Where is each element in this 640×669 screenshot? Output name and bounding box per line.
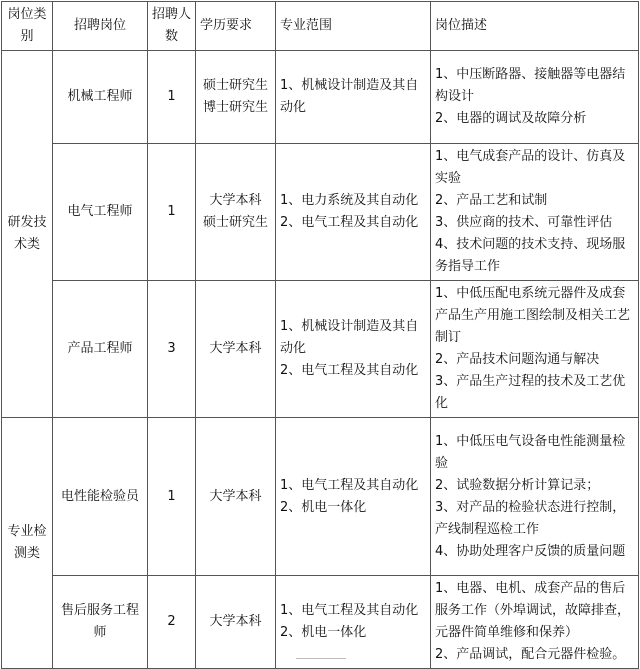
education-cell [196,418,276,576]
table-row [2,281,639,418]
education-line: 大学本科 [209,193,262,208]
education-cell [196,51,276,144]
table-row [2,418,639,576]
description-line: 1、电器、电机、成套产品的售后服务工作（外埠调试，故障排查，元器件简单维修和保养） [435,581,631,640]
major-line: 1、电力系统及其自动化 [280,193,419,208]
description-cell [431,418,639,576]
count-cell: 1 [148,418,196,576]
header-row [2,2,639,51]
description-line: 2、试验数据分析计算记录； [435,477,600,493]
position-cell: 电性能检验员 [53,418,148,576]
category-cell: 专业检测类 [2,418,53,669]
table-row [2,51,639,144]
major-line: 2、电气工程及其自动化 [280,215,419,230]
description-line: 4、协助处理客户反馈的质量问题 [435,543,626,559]
education-line: 硕士研究生 [202,78,268,93]
major-cell [276,576,431,669]
position-cell: 售后服务工程师 [53,576,148,669]
description-line: 1、中低压配电系统元器件及成套产品生产用施工图绘制及相关工艺制订 [435,286,631,345]
description-cell [431,576,639,669]
major-line: 2、机电一体化 [280,499,367,515]
education-cell [196,281,276,418]
education-cell [196,576,276,669]
count-cell: 2 [148,576,196,669]
major-cell [276,418,431,576]
header-position: 招聘岗位 [53,2,148,51]
major-line: 1、电气工程及其自动化 [280,477,419,493]
header-category: 岗位类别 [2,2,53,51]
description-line: 1、电气成套产品的设计、仿真及实验 [435,149,626,186]
position-cell: 产品工程师 [53,281,148,418]
major-line: 2、机电一体化 [280,625,367,640]
description-line: 4、技术问题的技术支持、现场服务指导工作 [435,237,626,274]
description-line: 2、产品技术问题沟通与解决 [435,352,600,367]
description-line: 2、产品调试，配合元器件检验。 [435,647,626,662]
major-cell [276,281,431,418]
header-major: 专业范围 [276,2,431,51]
description-cell [431,281,639,418]
major-cell [276,144,431,281]
description-cell [431,51,639,144]
description-line: 2、产品工艺和试制 [435,193,548,208]
education-line: 大学本科 [209,614,262,629]
major-line: 1、电气工程及其自动化 [280,603,419,618]
position-cell: 电气工程师 [53,144,148,281]
description-line: 3、供应商的技术、可靠性评估 [435,215,613,230]
table-row [2,576,639,669]
education-line: 博士研究生 [202,100,268,115]
education-line: 硕士研究生 [202,215,268,230]
description-line: 3、产品生产过程的技术及工艺优化 [435,374,626,411]
header-description: 岗位描述 [431,2,639,51]
description-line: 1、中低压电气设备电性能测量检验 [435,433,626,471]
description-line: 3、对产品的检验状态进行控制，产线制程巡检工作 [435,499,626,537]
description-line: 2、电器的调试及故障分析 [435,111,587,126]
major-line: 1、机械设计制造及其自动化 [280,78,419,115]
header-count: 招聘人数 [148,2,196,51]
count-cell: 1 [148,144,196,281]
major-line: 2、电气工程及其自动化 [280,363,419,378]
recruitment-table [1,1,639,669]
major-cell [276,51,431,144]
position-cell: 机械工程师 [53,51,148,144]
description-cell [431,144,639,281]
count-cell: 1 [148,51,196,144]
page-divider [296,658,346,659]
table-row [2,144,639,281]
education-cell [196,144,276,281]
description-line: 1、中压断路器、接触器等电器结构设计 [435,67,626,104]
category-cell: 研发技术类 [2,51,53,418]
education-line: 大学本科 [209,488,262,504]
major-line: 1、机械设计制造及其自动化 [280,319,419,356]
header-education: 学历要求 [196,2,276,51]
education-line: 大学本科 [209,341,262,356]
count-cell: 3 [148,281,196,418]
